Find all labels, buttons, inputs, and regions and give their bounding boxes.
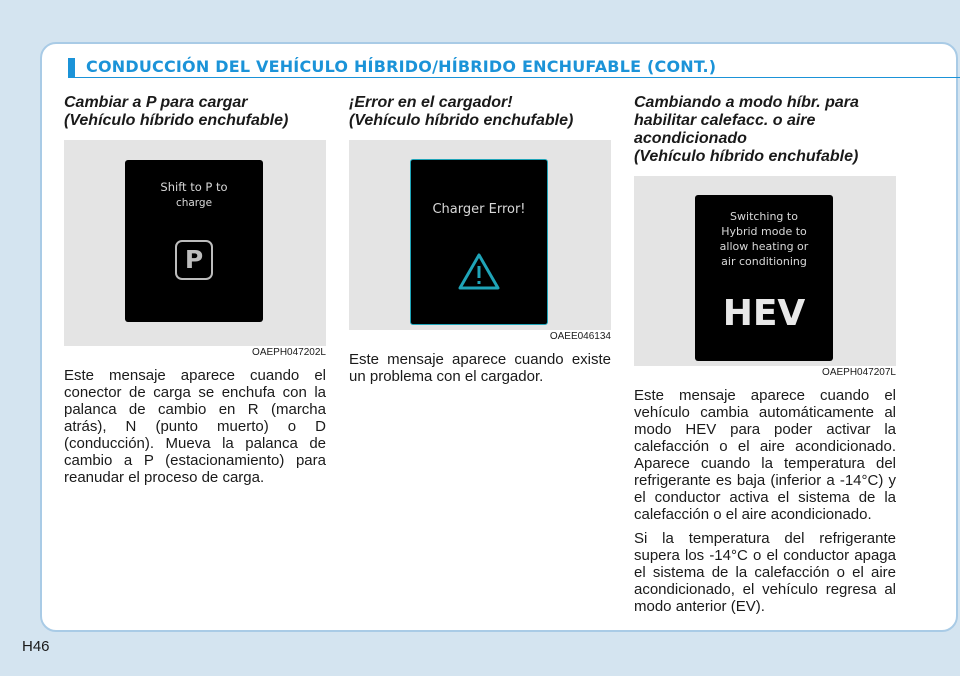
body-paragraph: Este mensaje aparece cuando el conector de carga se enchufa con la palanca de cambio en R (marcha atrás), N (punto muerto) o D (conducción). Mueva la palanca de cambio a P (estacionamiento) para reanudar el proceso de carga. <box>64 367 326 486</box>
figure-code: OAEE046134 <box>549 331 611 342</box>
section-title: CONDUCCIÓN DEL VEHÍCULO HÍBRIDO/HÍBRIDO ENCHUFABLE (CONT.) <box>86 57 717 76</box>
figure-code: OAEPH047202L <box>252 347 326 358</box>
column-switching-hybrid <box>634 94 896 615</box>
figure-background <box>349 140 611 330</box>
header-accent-bar <box>68 58 75 78</box>
figure <box>349 140 611 344</box>
heading-line: Cambiar a P para cargar <box>64 94 248 111</box>
display-message: Shift to P to charge <box>160 180 228 209</box>
cluster-display <box>410 159 548 325</box>
figure <box>64 140 326 360</box>
column-shift-to-p <box>64 94 326 486</box>
heading-line: Cambiando a modo híbr. para <box>634 94 859 111</box>
column-heading <box>349 94 611 130</box>
heading-line: (Vehículo híbrido enchufable) <box>64 112 289 129</box>
display-message: Charger Error! <box>432 202 526 217</box>
header-underline <box>68 77 960 78</box>
heading-line: ¡Error en el cargador! <box>349 94 513 111</box>
heading-line: (Vehículo híbrido enchufable) <box>634 148 859 165</box>
figure-background <box>64 140 326 346</box>
body-paragraph: Este mensaje aparece cuando existe un problema con el cargador. <box>349 351 611 385</box>
cluster-display <box>125 160 263 322</box>
body-paragraph: Este mensaje aparece cuando el vehículo cambia automáticamente al modo HEV para poder activar la calefacción o el aire acondicionado. Aparece cuando la temperatura del refrigerante es baja (inferior a -14°C) y el conductor activa el sistema de la calefacción o el aire acondicionado. <box>634 387 896 523</box>
heading-line: habilitar calefacc. o aire <box>634 112 816 129</box>
section-header <box>68 58 960 78</box>
cluster-display <box>695 195 833 361</box>
heading-line: (Vehículo híbrido enchufable) <box>349 112 574 129</box>
figure-code: OAEPH047207L <box>822 367 896 378</box>
heading-line: acondicionado <box>634 130 747 147</box>
display-message: Switching to Hybrid mode to allow heating or air conditioning <box>719 210 809 268</box>
figure-background <box>634 176 896 366</box>
figure <box>634 176 896 380</box>
warning-triangle-icon <box>457 252 501 292</box>
column-heading <box>64 94 326 130</box>
park-p-icon: P <box>175 240 213 280</box>
body-paragraph: Si la temperatura del refrigerante supera los -14°C o el conductor apaga el sistema de la calefacción o el aire acondicionado, el vehículo regresa al modo anterior (EV). <box>634 530 896 615</box>
page-number: H46 <box>22 638 50 655</box>
column-charger-error <box>349 94 611 385</box>
hev-label: HEV <box>722 293 806 334</box>
column-heading <box>634 94 896 166</box>
